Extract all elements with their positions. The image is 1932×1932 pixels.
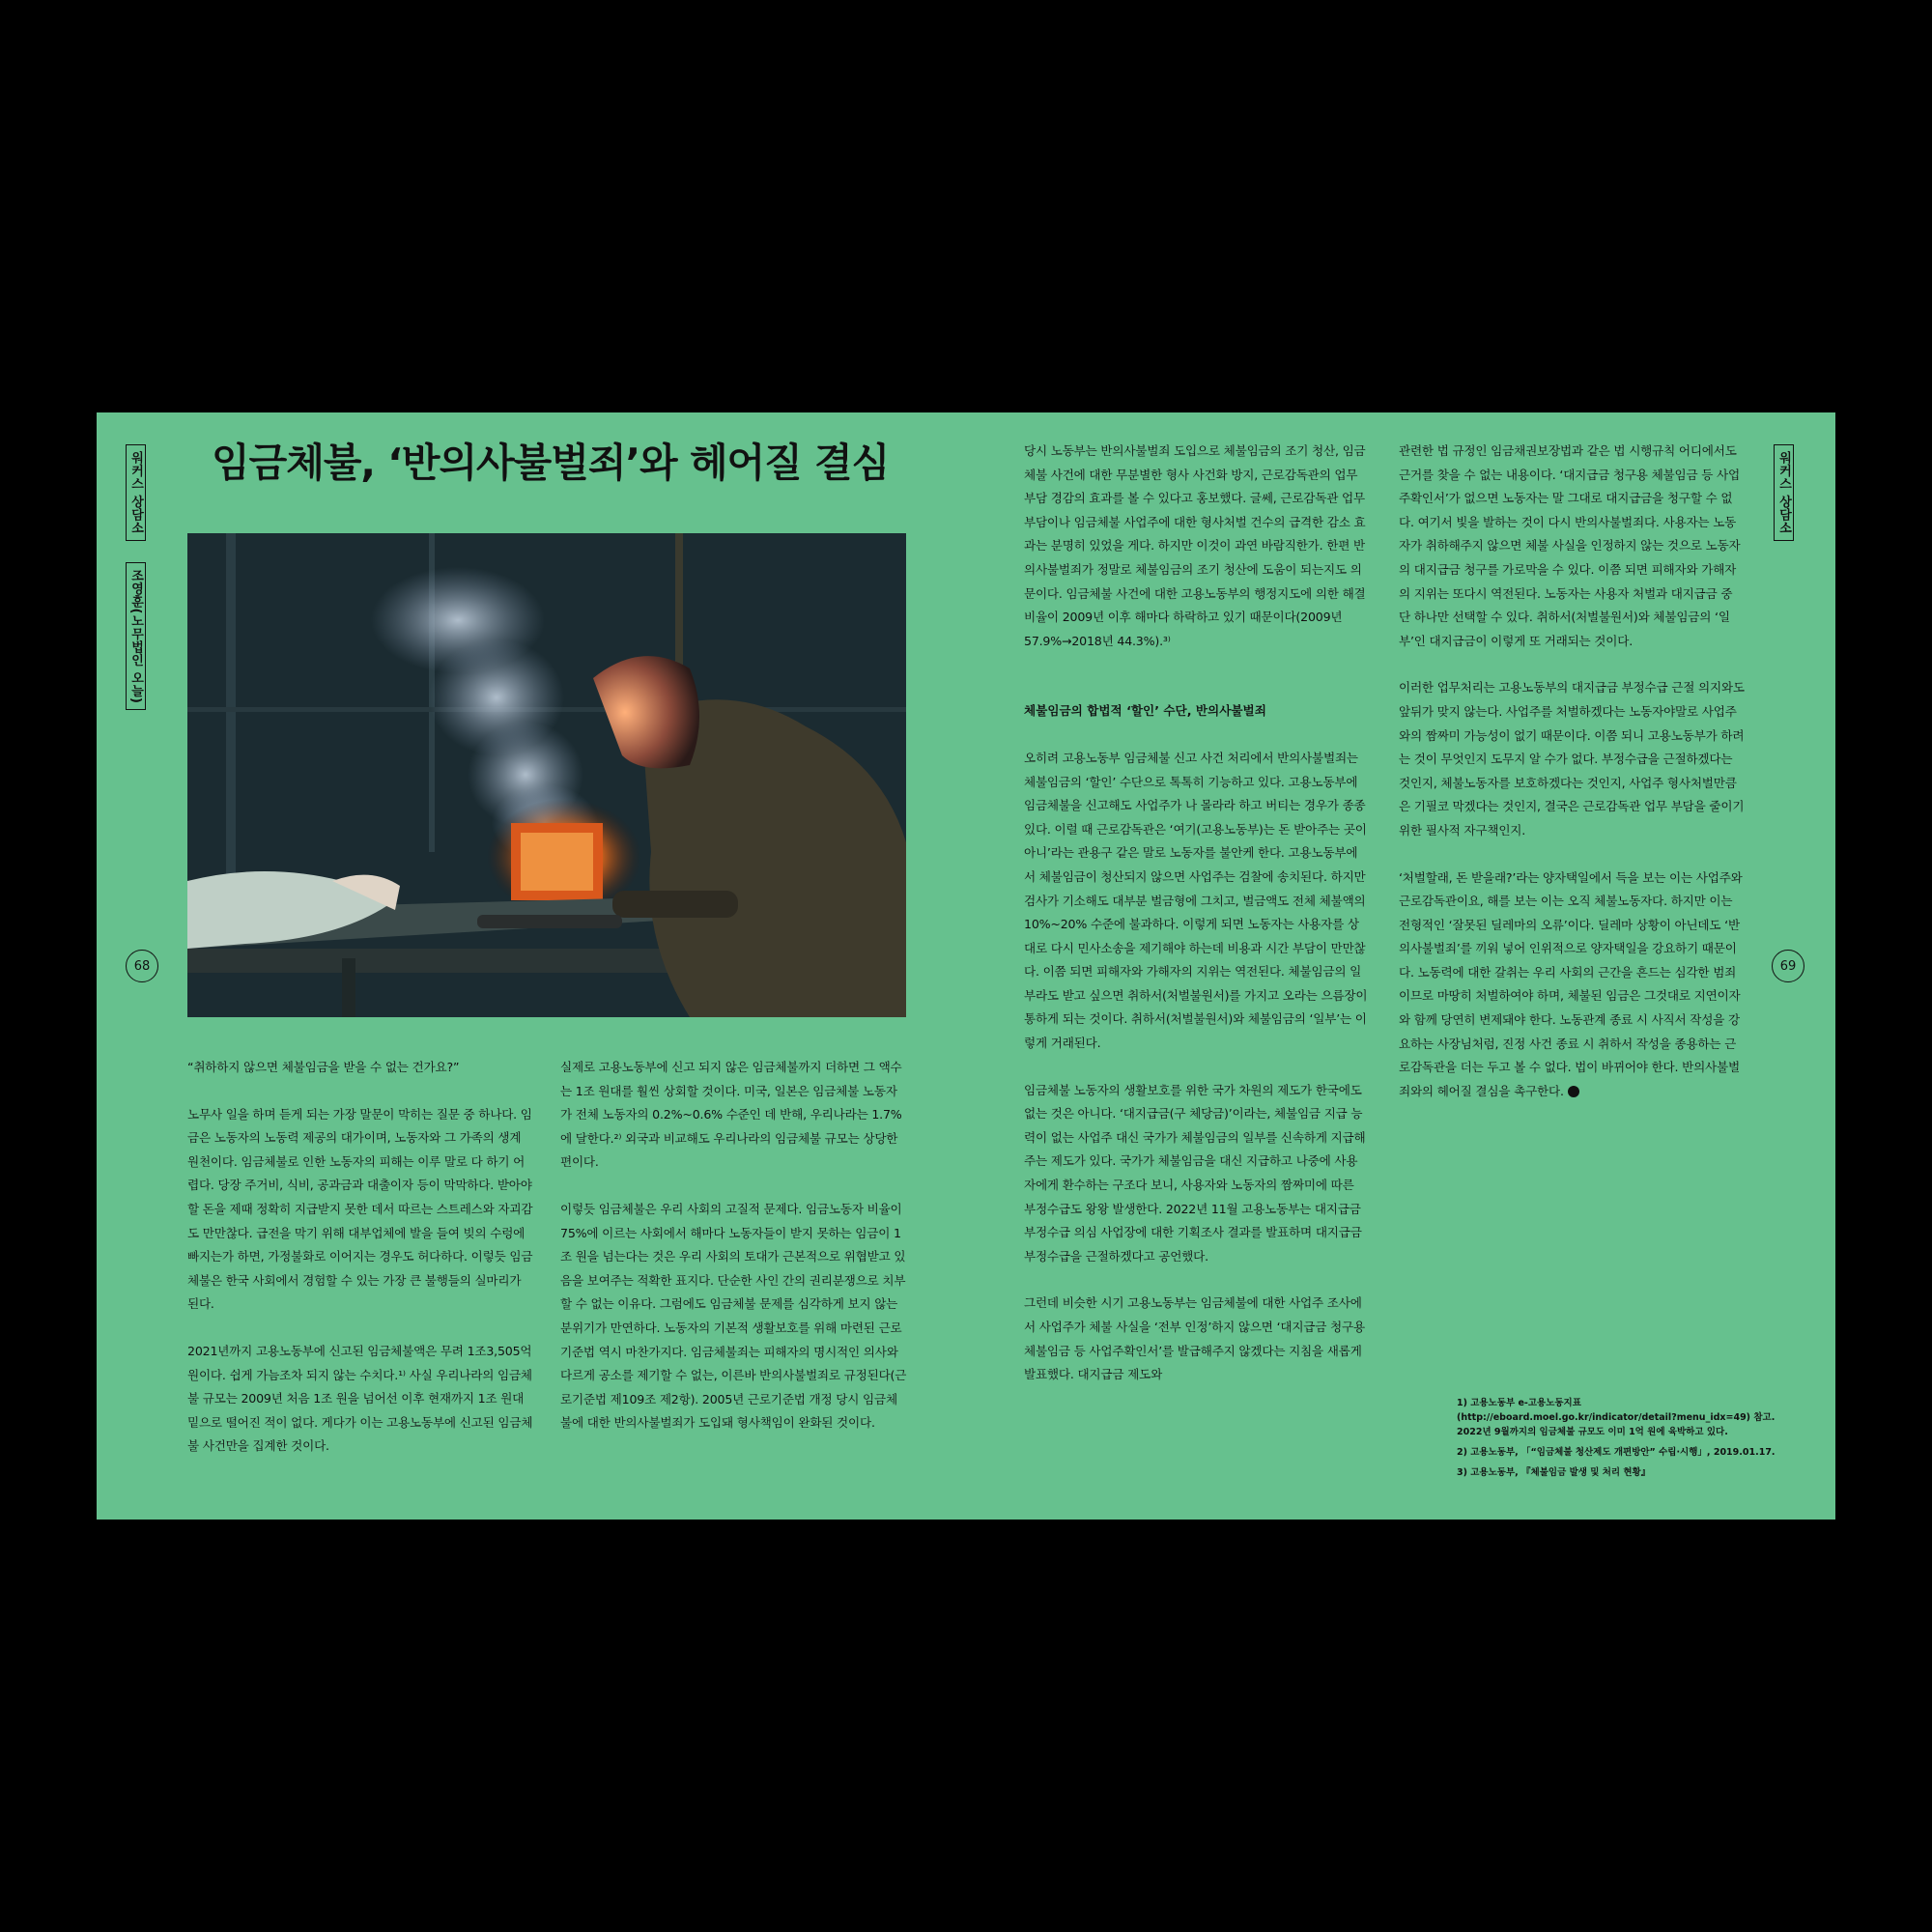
column-1 (187, 1056, 535, 1459)
author-tag: 조영훈(노무법인 오늘) (126, 562, 146, 710)
magazine-spread (97, 412, 1835, 1520)
page-number-right: 69 (1772, 950, 1804, 982)
page-number-left: 68 (126, 950, 158, 982)
article-title: 임금체불, ‘반의사불벌죄’와 헤어질 결심 (212, 440, 890, 486)
opening-quote: “취하하지 않으면 체불임금을 받을 수 없는 건가요?” (187, 1060, 460, 1074)
paragraph: 이렇듯 임금체불은 우리 사회의 고질적 문제다. 임금노동자 비율이 75%에 이르는 사회에서 해마다 노동자들이 받지 못하는 임금이 1조 원을 넘는다는 것은 우리 사회의 토대가 근본적으로 위협받고 있음을 보여주는 적확한 표지다. 단순한 사인 간의 권리분쟁으로 치부할 수 없는 이유다. 그럼에도 임금체불 문제를 심각하게 보지 않는 분위기가 만연하다. 노동자의 기본적 생활보호를 위해 마련된 근로기준법 역시 마찬가지다. 임금체불죄는 피해자의 명시적인 의사와 다르게 공소를 제기할 수 없는, 이른바 반의사불벌죄로 규정된다(근로기준법 제109조 제2항). 2005년 근로기준법 개정 당시 임금체불에 대한 반의사불벌죄가 도입돼 형사책임이 완화된 것이다. (560, 1201, 907, 1431)
paragraph: 오히려 고용노동부 임금체불 신고 사건 처리에서 반의사불벌죄는 체불임금의 ‘할인’ 수단으로 톡톡히 기능하고 있다. 고용노동부에 임금체불을 신고해도 사업주가 나 몰라라 하고 버티는 경우가 종종 있다. 이럴 때 근로감독관은 ‘여기(고용노동부)는 돈 받아주는 곳이 아니’라는 관용구 같은 말로 노동자를 불안케 한다. 고용노동부에서 체불임금이 청산되지 않으면 사업주는 검찰에 송치된다. 하지만 검사가 기소해도 대부분 벌금형에 그치고, 벌금액도 전체 체불액의 10%~20% 수준에 불과하다. 이렇게 되면 노동자는 사용자를 상대로 다시 민사소송을 제기해야 하는데 비용과 시간 부담이 만만찮다. 이쯤 되면 피해자와 가해자의 지위는 역전된다. 체불임금의 일부라도 받고 싶으면 취하서(처벌불원서)를 가지고 오라는 으름장이 통하게 되는 것이다. 취하서(처벌불원서)와 체불임금의 ‘일부’는 이렇게 거래된다. (1024, 750, 1368, 1051)
section-tag-right: 워커스 상담소 (1774, 444, 1794, 541)
paragraph: 실제로 고용노동부에 신고 되지 않은 임금체불까지 더하면 그 액수는 1조 원대를 훨씬 상회할 것이다. 미국, 일본은 임금체불 노동자가 전체 노동자의 0.2%~0.6% 수준인 데 반해, 우리나라는 1.7%에 달한다.²⁾ 외국과 비교해도 우리나라의 임금체불 규모는 상당한 편이다. (560, 1060, 902, 1170)
footnotes (1457, 1396, 1785, 1480)
paragraph: 당시 노동부는 반의사불벌죄 도입으로 체불임금의 조기 청산, 임금체불 사건에 대한 무분별한 형사 사건화 방지, 근로감독관의 업무 부담 경감의 효과를 볼 수 있다고 홍보했다. 글쎄, 근로감독관 업무 부담이나 임금체불 사업주에 대한 형사처벌 건수의 급격한 감소 효과는 분명히 있었을 게다. 하지만 이것이 과연 바람직한가. 한편 반의사불벌죄가 정말로 체불임금의 조기 청산에 도움이 되는지도 의문이다. 임금체불 사건에 대한 고용노동부의 행정지도에 의한 해결 비율이 2009년 이후 해마다 하락하고 있기 때문이다(2009년 57.9%→2018년 44.3%).³⁾ (1024, 443, 1366, 648)
footnote: 3) 고용노동부, 『체불임금 발생 및 처리 현황』 (1457, 1467, 1651, 1478)
paragraph: 임금체불 노동자의 생활보호를 위한 국가 차원의 제도가 한국에도 없는 것은 아니다. ‘대지급금(구 체당금)’이라는, 체불임금 지급 능력이 없는 사업주 대신 국가가 체불임금의 일부를 신속하게 지급해주는 제도가 있다. 국가가 체불임금을 대신 지급하고 나중에 사용자에게 환수하는 구조다 보니, 사용자와 노동자의 짬짜미에 따른 부정수급도 왕왕 발생한다. 2022년 11월 고용노동부는 대지급금 부정수급 의심 사업장에 대한 기획조사 결과를 발표하며 대지급금 부정수급을 근절하겠다고 공언했다. (1024, 1082, 1366, 1264)
paragraph: 2021년까지 고용노동부에 신고된 임금체불액은 무려 1조3,505억 원이다. 쉽게 가늠조차 되지 않는 수치다.¹⁾ 사실 우리나라의 임금체불 규모는 2009년 처음 1조 원을 넘어선 이후 현재까지 1조 원대 밑으로 떨어진 적이 없다. 게다가 이는 고용노동부에 신고된 임금체불 사건만을 집계한 것이다. (187, 1343, 533, 1454)
column-3 (1024, 440, 1368, 1387)
paragraph: 노무사 일을 하며 듣게 되는 가장 말문이 막히는 질문 중 하나다. 임금은 노동자의 노동력 제공의 대가이며, 노동자와 그 가족의 생계 원천이다. 임금체불로 인한 노동자의 피해는 이루 말로 다 하기 어렵다. 당장 주거비, 식비, 공과금과 대출이자 등이 막막하다. 받아야 할 돈을 제때 정확히 지급받지 못한 데서 따르는 스트레스와 자괴감도 만만찮다. 급전을 막기 위해 대부업체에 발을 들여 빚의 수렁에 빠지는가 하면, 가정불화로 이어지는 경우도 허다하다. 이렇듯 임금체불은 한국 사회에서 경험할 수 있는 가장 큰 불행들의 실마리가 된다. (187, 1106, 533, 1312)
welder-photo (187, 533, 906, 1017)
footnote: 1) 고용노동부 e-고용노동지표(http://eboard.moel.go.kr/indicator/detail?menu_idx=49) 참고. 2022년 9월까지의 임금체불 규모도 이미 1억 원에 육박하고 있다. (1457, 1398, 1776, 1437)
paragraph: 이러한 업무처리는 고용노동부의 대지급금 부정수급 근절 의지와도 앞뒤가 맞지 않는다. 사업주를 처벌하겠다는 노동자야말로 사업주와의 짬짜미 가능성이 없기 때문이다. 이쯤 되니 고용노동부가 하려는 것이 무엇인지 도무지 알 수가 없다. 부정수급을 근절하겠다는 것인지, 체불노동자를 보호하겠다는 것인지, 사업주 형사처벌만큼은 기필코 막겠다는 것인지, 결국은 근로감독관 업무 부담을 줄이기 위한 필사적 자구책인지. (1399, 680, 1745, 838)
welder-illustration (187, 533, 906, 1017)
end-mark-icon (1568, 1086, 1579, 1097)
closing-paragraph (1399, 867, 1747, 1104)
column-2 (560, 1056, 908, 1435)
paragraph: 그런데 비슷한 시기 고용노동부는 임금체불에 대한 사업주 조사에서 사업주가 체불 사실을 ‘전부 인정’하지 않으면 ‘대지급금 청구용 체불임금 등 사업주확인서’를 발급해주지 않겠다는 지침을 새롭게 발표했다. 대지급금 제도와 (1024, 1295, 1365, 1382)
section-subheading: 체불임금의 합법적 ‘할인’ 수단, 반의사불벌죄 (1024, 703, 1266, 719)
paragraph: 관련한 법 규정인 임금채권보장법과 같은 법 시행규칙 어디에서도 근거를 찾을 수 없는 내용이다. ‘대지급금 청구용 체불임금 등 사업주확인서’가 없으면 노동자는 말 그대로 대지급금을 청구할 수 없다. 여기서 빛을 발하는 것이 다시 반의사불벌죄다. 사용자는 노동자가 취하해주지 않으면 체불 사실을 인정하지 않는 것으로 노동자의 대지급금 청구를 가로막을 수 있다. 이쯤 되면 피해자와 가해자의 지위는 또다시 역전된다. 노동자는 사용자 처벌과 대지급금 중 단 하나만 선택할 수 있다. 취하서(처벌불원서)와 체불임금의 ‘일부’인 대지급금이 이렇게 또 거래되는 것이다. (1399, 443, 1741, 648)
section-tag-left: 워커스 상담소 (126, 444, 146, 541)
column-4 (1399, 440, 1747, 1103)
closing-text: ‘처벌할래, 돈 받을래?’라는 양자택일에서 득을 보는 이는 사업주와 근로감독관이요, 해를 보는 이는 오직 체불노동자다. 하지만 이는 전형적인 ‘잘못된 딜레마의 오류’이다. 딜레마 상황이 아닌데도 ‘반의사불벌죄’를 끼워 넣어 인위적으로 양자택일을 강요하기 때문이다. 노동력에 대한 갈취는 우리 사회의 근간을 흔드는 심각한 범죄이므로 마땅히 처벌하여야 하며, 체불된 임금은 그것대로 지연이자와 함께 당연히 변제돼야 한다. 노동관계 종료 시 사직서 작성을 강요하는 사장님처럼, 진정 사건 종료 시 취하서 작성을 종용하는 근로감독관을 더는 두고 볼 수 없다. 법이 바뀌어야 한다. 반의사불벌죄와의 헤어질 결심을 촉구한다. (1399, 869, 1743, 1098)
footnote: 2) 고용노동부, 「“임금체불 청산제도 개편방안” 수립·시행」, 2019.01.17. (1457, 1447, 1776, 1458)
